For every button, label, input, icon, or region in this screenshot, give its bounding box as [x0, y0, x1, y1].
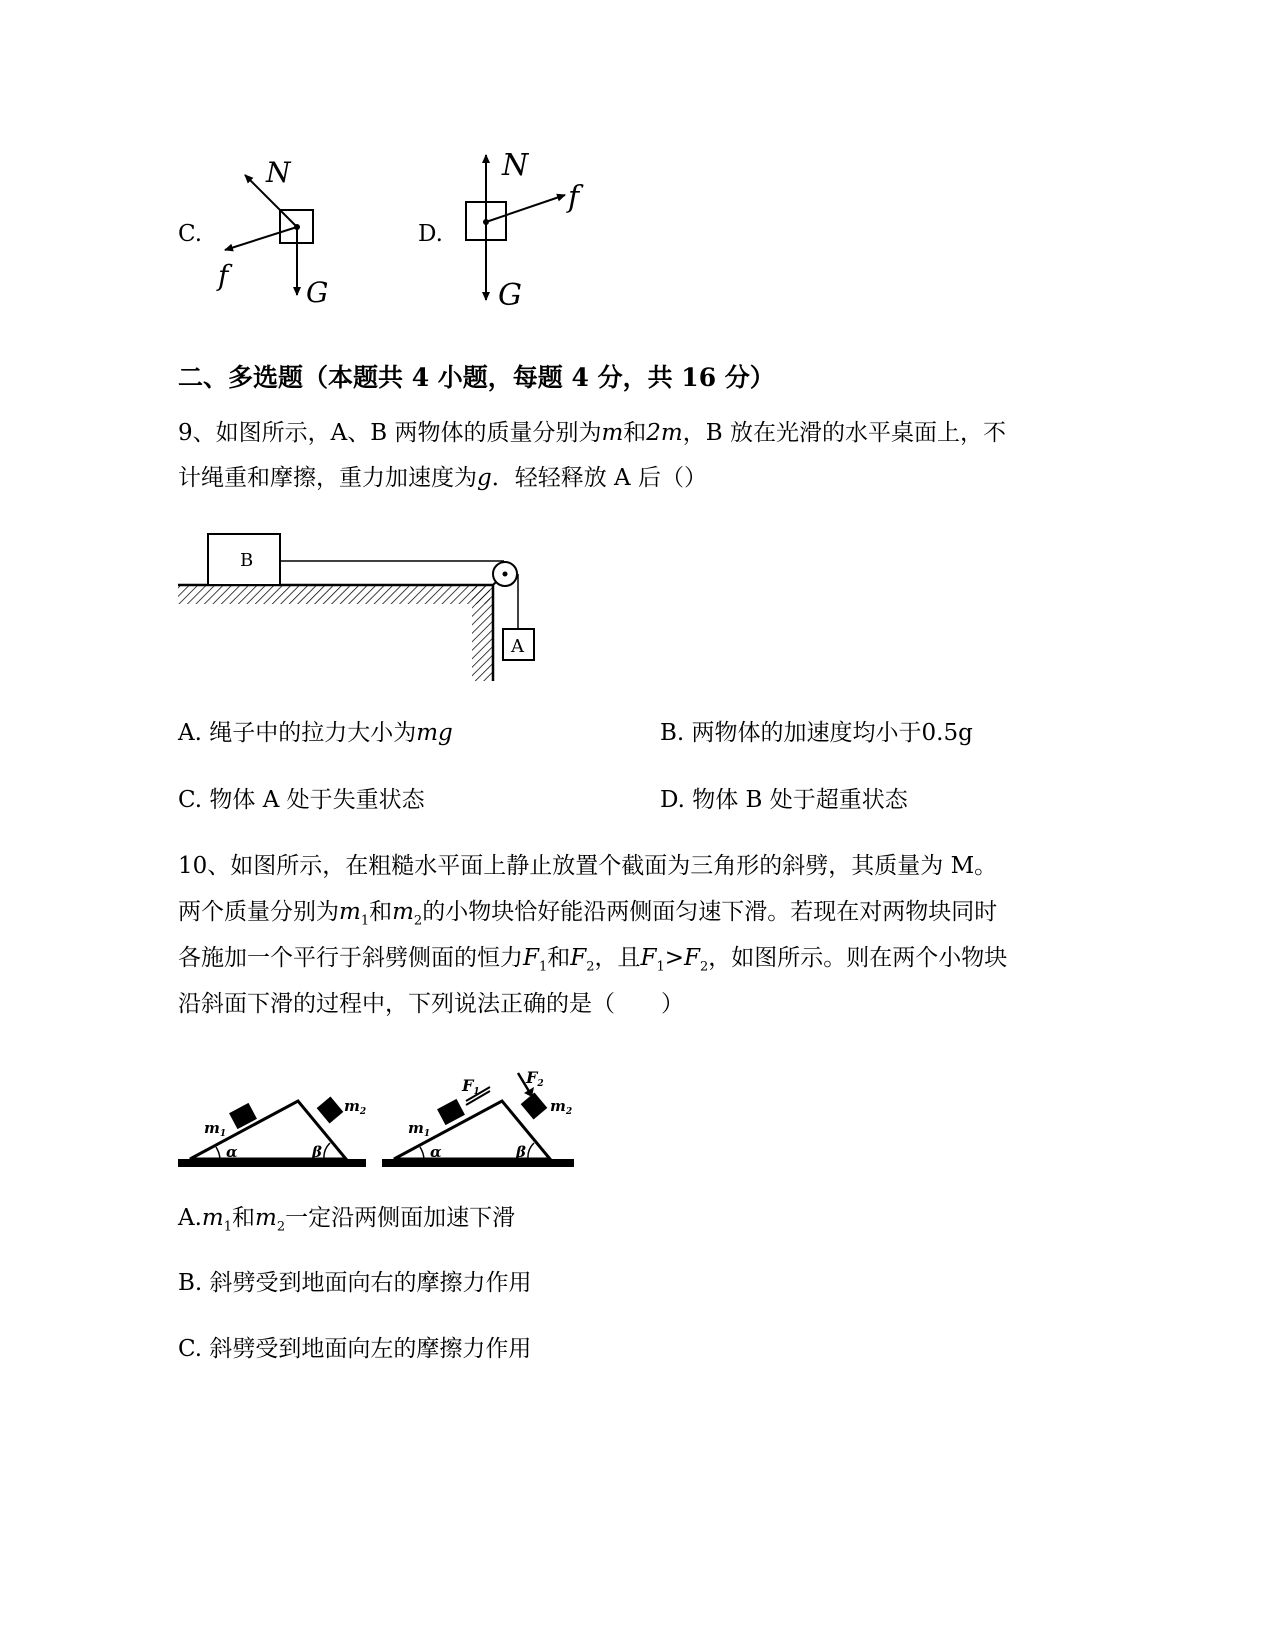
- label-beta: β: [312, 1143, 322, 1161]
- label-m1: $m_1$: [204, 1119, 227, 1139]
- label-g: G: [306, 276, 329, 309]
- q9-option-c[interactable]: C. 物体 A 处于失重状态: [178, 787, 425, 813]
- q10-option-c[interactable]: C. 斜劈受到地面向左的摩擦力作用: [178, 1336, 532, 1362]
- q10-line-2: 两个质量分别为$m_1$和$m_2$的小物块恰好能沿两侧面匀速下滑。若现在对两物块同时: [178, 899, 998, 929]
- label-beta: β: [516, 1143, 526, 1161]
- label-f: f: [218, 259, 229, 292]
- label-m2: $m_2$: [344, 1097, 367, 1117]
- q9-option-a[interactable]: A. 绳子中的拉力大小为mg: [178, 720, 453, 746]
- q9-option-b[interactable]: B. 两物体的加速度均小于0.5g: [660, 720, 973, 746]
- label-n: N: [266, 156, 291, 189]
- block-b-label: B: [240, 550, 254, 571]
- q10-line-4: 沿斜面下滑的过程中，下列说法正确的是（ ）: [178, 991, 684, 1017]
- label-alpha: α: [226, 1143, 238, 1161]
- label-n: N: [502, 148, 529, 183]
- block-m1-right: [437, 1099, 465, 1125]
- label-m1: $m_1$: [408, 1119, 431, 1139]
- block-a-label: A: [511, 636, 524, 657]
- q9-option-d[interactable]: D. 物体 B 处于超重状态: [660, 787, 908, 813]
- section-heading: 二、多选题（本题共 4 小题，每题 4 分，共 16 分）: [178, 363, 775, 392]
- q9-pulley-figure: [178, 528, 538, 688]
- label-f2: F2: [526, 1068, 544, 1089]
- option-d-label: D.: [418, 221, 443, 247]
- block-m2-right: [521, 1093, 548, 1120]
- block-m2-left: [317, 1097, 344, 1124]
- q9-line-2: 计绳重和摩擦，重力加速度为g．轻轻释放 A 后（）: [178, 465, 707, 491]
- force-diagram-d: [450, 145, 610, 315]
- q10-option-b[interactable]: B. 斜劈受到地面向右的摩擦力作用: [178, 1270, 532, 1296]
- q10-line-3: 各施加一个平行于斜劈侧面的恒力$F_1$和$F_2$，且$F_1>F_2$，如图所示。则在两个小物块: [178, 945, 1008, 975]
- label-m2: $m_2$: [550, 1097, 573, 1117]
- q10-wedge-figure: [178, 1065, 578, 1175]
- friction-force-arrow: [225, 227, 297, 250]
- label-g: G: [498, 278, 522, 313]
- label-f1: F1: [462, 1076, 480, 1097]
- q10-line-1: 10、如图所示，在粗糙水平面上静止放置个截面为三角形的斜劈，其质量为 M。: [178, 853, 998, 879]
- label-alpha: α: [430, 1143, 442, 1161]
- friction-force-arrow: [486, 195, 565, 222]
- q10-option-a[interactable]: $A.m_1$和$m_2$一定沿两侧面加速下滑: [178, 1205, 516, 1235]
- label-f: f: [568, 180, 580, 215]
- force-diagram-c: [200, 150, 360, 315]
- q9-line-1: 9、如图所示，A、B 两物体的质量分别为m和2m，B 放在光滑的水平桌面上，不: [178, 420, 1006, 446]
- option-c-label: C.: [178, 221, 203, 247]
